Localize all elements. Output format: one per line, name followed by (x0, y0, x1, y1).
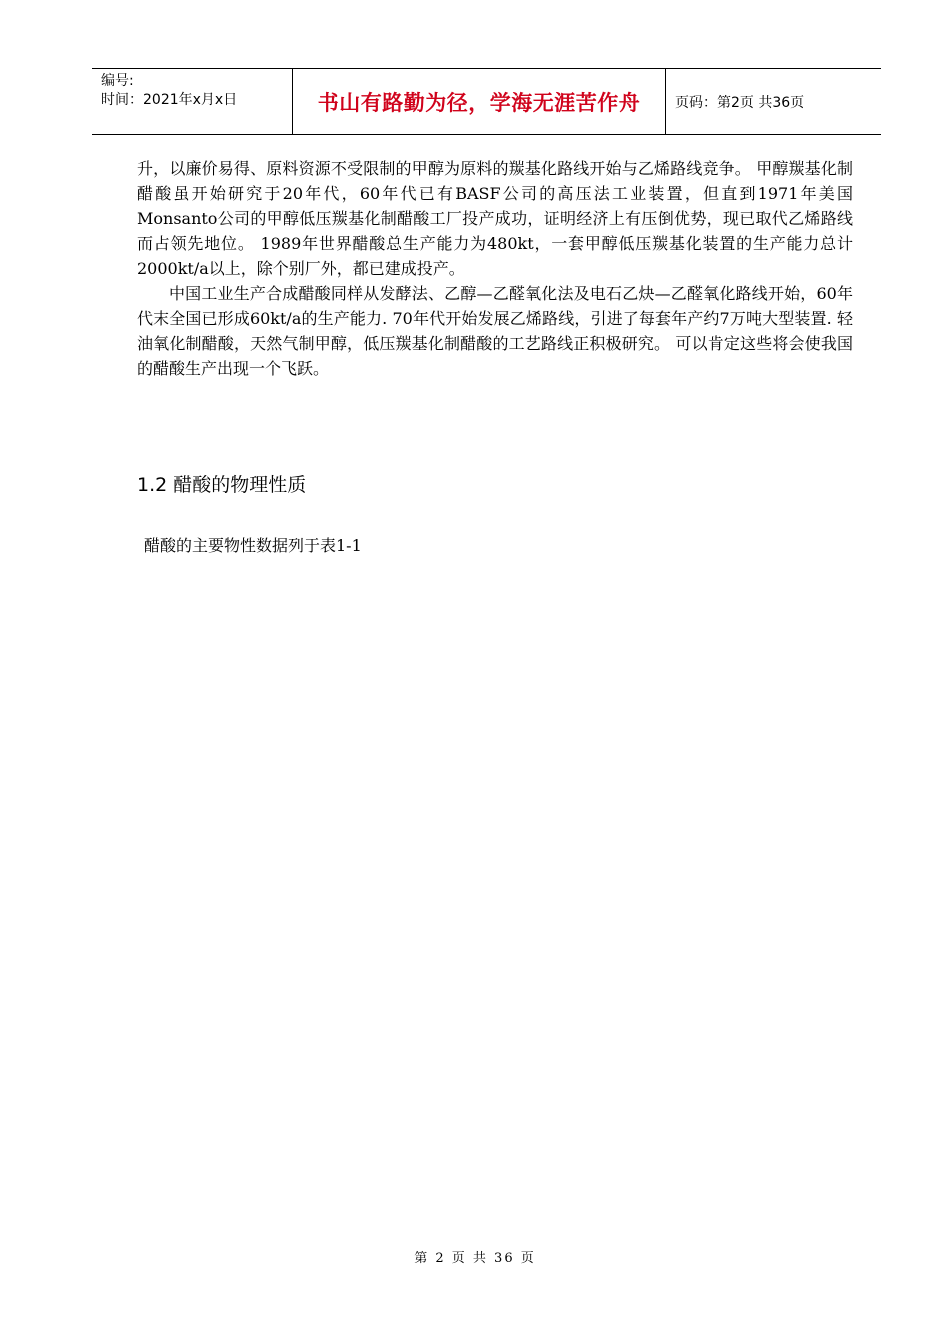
header-motto: 书山有路勤为径，学海无涯苦作舟 (293, 69, 666, 134)
page-footer: 第 2 页 共 36 页 (414, 1251, 536, 1266)
time-label: 时间：2021年x月x日 (101, 92, 238, 108)
body-paragraph: 升，以廉价易得、原料资源不受限制的甲醇为原料的羰基化路线开始与乙烯路线竞争。 甲醇羰基化制醋酸虽开始研究于20年代，60年代已有BASF公司的高压法工业装置，但直到1971年美国Monsanto公司的甲醇低压羰基化制醋酸工厂投产成功，证明经济上有压倒优势，现已取代乙烯路线而占领先地位。 1989年世界醋酸总生产能力为480kt，一套甲醇低压羰基化装置的生产能力总计2000kt/a以上，除个别厂外，都已建成投产。 (137, 159, 853, 278)
page-header (92, 68, 881, 135)
table-intro-text: 醋酸的主要物性数据列于表1-1 (144, 536, 362, 555)
header-page-info: 页码：第2页 共36页 (675, 94, 805, 111)
header-meta-cell (92, 69, 293, 134)
section-heading: 1.2 醋酸的物理性质 (137, 474, 307, 496)
body-content (137, 156, 853, 381)
serial-number-label: 编号: (101, 73, 134, 89)
body-paragraph: 中国工业生产合成醋酸同样从发酵法、乙醇—乙醛氧化法及电石乙炔—乙醛氧化路线开始，60年代末全国已形成60kt/a的生产能力. 70年代开始发展乙烯路线，引进了每套年产约7万吨大型装置. 轻油氧化制醋酸，天然气制甲醇，低压羰基化制醋酸的工艺路线正积极研究。 可以肯定这些将会使我国的醋酸生产出现一个飞跃。 (137, 284, 853, 378)
